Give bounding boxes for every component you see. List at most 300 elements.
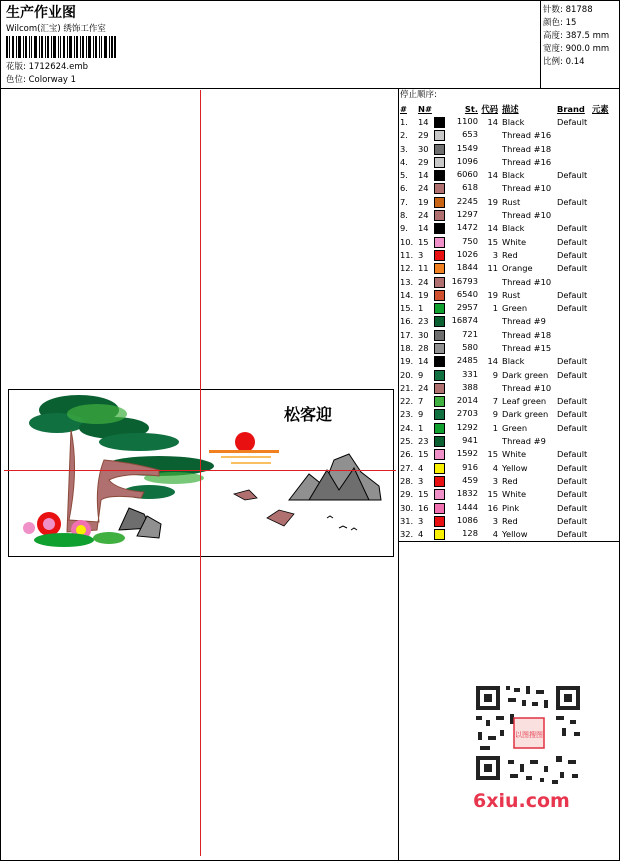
thread-color-swatch — [434, 383, 445, 394]
thread-brand — [557, 315, 592, 328]
thread-row — [400, 528, 616, 541]
thread-index: 13. — [400, 276, 414, 287]
thread-index: 8. — [400, 210, 408, 221]
thread-element — [592, 235, 616, 248]
thread-element — [592, 341, 616, 354]
thread-color-swatch — [434, 356, 445, 367]
thread-color-swatch — [434, 130, 445, 141]
peony-flowers — [23, 512, 125, 547]
thread-color-swatch — [434, 237, 445, 248]
thread-description: Thread #9 — [502, 436, 546, 447]
thread-index: 7. — [400, 196, 408, 207]
thread-row — [400, 142, 616, 155]
thread-description: Rust — [502, 289, 521, 300]
thread-brand: Default — [557, 409, 588, 420]
thread-description: Green — [502, 303, 528, 314]
thread-element — [592, 355, 616, 368]
thread-brand: Default — [557, 369, 588, 380]
thread-row — [400, 501, 616, 514]
thread-row — [400, 368, 616, 381]
thread-description: Red — [502, 249, 518, 260]
thread-row — [400, 262, 616, 275]
thread-code: 9 — [492, 409, 498, 420]
thread-needle: 15 — [418, 449, 429, 460]
thread-description: Orange — [502, 263, 533, 274]
embroidery-design — [9, 390, 393, 556]
thread-needle: 11 — [418, 263, 429, 274]
thread-description: Thread #10 — [502, 210, 552, 221]
thread-stitches: 1096 — [434, 155, 478, 168]
thread-code — [478, 434, 498, 447]
thread-description: Red — [502, 475, 518, 486]
thread-row — [400, 288, 616, 301]
thread-brand: Default — [557, 303, 588, 314]
thread-stitches: 1844 — [434, 262, 478, 275]
thread-color-swatch — [434, 489, 445, 500]
thread-row — [400, 115, 616, 128]
thread-color-swatch — [434, 436, 445, 447]
thread-code: 3 — [492, 515, 498, 526]
thread-brand: Default — [557, 263, 588, 274]
thread-code: 14 — [487, 170, 498, 181]
design-preview — [8, 389, 394, 557]
colorway-label: 色位: Colorway 1 — [6, 75, 77, 85]
stat-height: 高度: 387.5 mm — [543, 31, 610, 41]
thread-needle: 14 — [418, 223, 429, 234]
thread-brand: Default — [557, 515, 588, 526]
thread-element — [592, 528, 616, 541]
watermark-stamp: 以图搜图 — [515, 731, 543, 739]
stat-scale: 比例: 0.14 — [543, 57, 585, 67]
thread-brand: Default — [557, 289, 588, 300]
thread-stitches: 2014 — [434, 395, 478, 408]
thread-stitches: 459 — [434, 474, 478, 487]
thread-index: 11. — [400, 249, 414, 260]
col-description: 描述 — [502, 103, 519, 114]
thread-element — [592, 421, 616, 434]
thread-description: Thread #18 — [502, 329, 552, 340]
thread-brand: Default — [557, 396, 588, 407]
thread-row — [400, 301, 616, 314]
thread-needle: 1 — [418, 422, 424, 433]
thread-needle: 24 — [418, 276, 429, 287]
thread-color-swatch — [434, 170, 445, 181]
thread-index: 31. — [400, 515, 414, 526]
thread-row — [400, 168, 616, 181]
thread-stitches: 16793 — [434, 275, 478, 288]
thread-brand: Default — [557, 196, 588, 207]
thread-code: 16 — [487, 502, 498, 513]
thread-stitches: 750 — [434, 235, 478, 248]
thread-code: 15 — [487, 236, 498, 247]
thread-description: Thread #10 — [502, 183, 552, 194]
thread-color-swatch — [434, 263, 445, 274]
thread-description: Thread #18 — [502, 143, 552, 154]
thread-color-swatch — [434, 423, 445, 434]
thread-needle: 14 — [418, 116, 429, 127]
thread-color-swatch — [434, 290, 445, 301]
thread-row — [400, 328, 616, 341]
thread-element — [592, 168, 616, 181]
thread-code: 14 — [487, 116, 498, 127]
rocks-left — [119, 508, 161, 538]
thread-description: Black — [502, 116, 525, 127]
thread-index: 22. — [400, 396, 414, 407]
thread-code: 7 — [492, 396, 498, 407]
thread-stitches: 6060 — [434, 168, 478, 181]
thread-stitches: 1832 — [434, 488, 478, 501]
thread-element — [592, 142, 616, 155]
thread-index: 18. — [400, 342, 414, 353]
thread-row — [400, 355, 616, 368]
thread-row — [400, 235, 616, 248]
thread-description: Yellow — [502, 462, 528, 473]
thread-element — [592, 248, 616, 261]
thread-description: Black — [502, 170, 525, 181]
col-needle: N# — [418, 103, 432, 114]
thread-table-header — [400, 102, 616, 115]
thread-color-swatch — [434, 463, 445, 474]
thread-row — [400, 448, 616, 461]
thread-stitches: 2245 — [434, 195, 478, 208]
thread-brand: Default — [557, 475, 588, 486]
thread-element — [592, 182, 616, 195]
thread-needle: 3 — [418, 515, 424, 526]
thread-brand: Default — [557, 462, 588, 473]
thread-index: 17. — [400, 329, 414, 340]
thread-brand: Default — [557, 449, 588, 460]
thread-stitches: 580 — [434, 341, 478, 354]
thread-stitches: 618 — [434, 182, 478, 195]
thread-color-swatch — [434, 529, 445, 540]
thread-description: Thread #10 — [502, 382, 552, 393]
thread-code: 14 — [487, 356, 498, 367]
thread-element — [592, 368, 616, 381]
header-divider — [0, 88, 620, 89]
thread-brand: Default — [557, 223, 588, 234]
thread-code: 1 — [492, 422, 498, 433]
thread-color-swatch — [434, 476, 445, 487]
thread-index: 1. — [400, 116, 408, 127]
thread-row — [400, 461, 616, 474]
thread-description: Yellow — [502, 529, 528, 540]
thread-index: 32. — [400, 529, 414, 540]
thread-brand — [557, 328, 592, 341]
thread-stitches: 1549 — [434, 142, 478, 155]
thread-color-swatch — [434, 343, 445, 354]
thread-needle: 9 — [418, 369, 424, 380]
thread-needle: 4 — [418, 462, 424, 473]
thread-index: 23. — [400, 409, 414, 420]
thread-index: 2. — [400, 130, 408, 141]
thread-color-swatch — [434, 210, 445, 221]
thread-color-swatch — [434, 316, 445, 327]
thread-color-swatch — [434, 144, 445, 155]
panel-divider — [398, 88, 399, 860]
thread-element — [592, 434, 616, 447]
stat-stitches: 针数: 81788 — [543, 5, 593, 15]
design-file-label: 花版: 1712624.emb — [6, 62, 89, 72]
thread-color-swatch — [434, 277, 445, 288]
thread-element — [592, 129, 616, 142]
thread-index: 29. — [400, 489, 414, 500]
thread-color-swatch — [434, 409, 445, 420]
thread-code — [478, 275, 498, 288]
thread-needle: 30 — [418, 143, 429, 154]
thread-brand: Default — [557, 489, 588, 500]
thread-code — [478, 341, 498, 354]
thread-code — [478, 208, 498, 221]
thread-element — [592, 222, 616, 235]
thread-stitches: 1444 — [434, 501, 478, 514]
thread-brand — [557, 275, 592, 288]
thread-code — [478, 129, 498, 142]
thread-code: 15 — [487, 489, 498, 500]
thread-brand — [557, 129, 592, 142]
thread-stitches: 16874 — [434, 315, 478, 328]
thread-row — [400, 421, 616, 434]
thread-stitches: 916 — [434, 461, 478, 474]
thread-color-swatch — [434, 330, 445, 341]
thread-row — [400, 514, 616, 527]
thread-description: Leaf green — [502, 396, 547, 407]
thread-row — [400, 488, 616, 501]
thread-stitches: 1297 — [434, 208, 478, 221]
table-bottom-divider — [398, 541, 620, 542]
thread-code: 4 — [492, 529, 498, 540]
thread-index: 28. — [400, 475, 414, 486]
thread-brand: Default — [557, 170, 588, 181]
stats-divider — [540, 0, 541, 88]
thread-color-swatch — [434, 250, 445, 261]
thread-brand — [557, 381, 592, 394]
thread-color-swatch — [434, 197, 445, 208]
thread-index: 26. — [400, 449, 414, 460]
thread-color-swatch — [434, 223, 445, 234]
thread-needle: 7 — [418, 396, 424, 407]
sun-clouds — [209, 432, 279, 464]
thread-needle: 29 — [418, 156, 429, 167]
thread-description: Red — [502, 515, 518, 526]
pine-foliage — [29, 395, 214, 499]
thread-needle: 24 — [418, 183, 429, 194]
thread-needle: 23 — [418, 316, 429, 327]
thread-code: 19 — [487, 289, 498, 300]
stat-colors: 颜色: 15 — [543, 18, 577, 28]
company-name: Wilcom(汇宝) 绣饰工作室 — [6, 24, 106, 34]
thread-needle: 28 — [418, 342, 429, 353]
col-code: 代码 — [481, 103, 498, 114]
thread-brand: Default — [557, 249, 588, 260]
thread-description: Black — [502, 356, 525, 367]
thread-element — [592, 461, 616, 474]
thread-index: 30. — [400, 502, 414, 513]
thread-index: 15. — [400, 303, 414, 314]
thread-row — [400, 381, 616, 394]
thread-index: 24. — [400, 422, 414, 433]
thread-code: 15 — [487, 449, 498, 460]
thread-brand — [557, 208, 592, 221]
thread-element — [592, 328, 616, 341]
thread-index: 3. — [400, 143, 408, 154]
thread-element — [592, 195, 616, 208]
col-stitches: St. — [464, 103, 478, 114]
thread-stitches: 331 — [434, 368, 478, 381]
thread-row — [400, 395, 616, 408]
thread-code: 14 — [487, 223, 498, 234]
thread-description: Thread #15 — [502, 342, 552, 353]
thread-needle: 24 — [418, 382, 429, 393]
thread-color-swatch — [434, 449, 445, 460]
thread-brand — [557, 434, 592, 447]
thread-row — [400, 195, 616, 208]
thread-index: 9. — [400, 223, 408, 234]
design-calligraphy: 松客迎 — [284, 405, 333, 424]
thread-brand — [557, 142, 592, 155]
thread-description: Black — [502, 223, 525, 234]
crosshair-horizontal — [4, 470, 396, 471]
thread-stitches: 1086 — [434, 514, 478, 527]
thread-row — [400, 182, 616, 195]
thread-index: 25. — [400, 436, 414, 447]
thread-brand: Default — [557, 502, 588, 513]
thread-needle: 1 — [418, 303, 424, 314]
thread-row — [400, 248, 616, 261]
thread-element — [592, 115, 616, 128]
thread-stitches: 388 — [434, 381, 478, 394]
thread-stitches: 1100 — [434, 115, 478, 128]
thread-element — [592, 488, 616, 501]
thread-element — [592, 395, 616, 408]
thread-code: 3 — [492, 475, 498, 486]
thread-row — [400, 222, 616, 235]
thread-color-swatch — [434, 396, 445, 407]
thread-color-swatch — [434, 157, 445, 168]
thread-needle: 30 — [418, 329, 429, 340]
thread-element — [592, 155, 616, 168]
thread-brand: Default — [557, 116, 588, 127]
thread-index: 27. — [400, 462, 414, 473]
thread-index: 12. — [400, 263, 414, 274]
thread-description: Thread #9 — [502, 316, 546, 327]
thread-needle: 3 — [418, 249, 424, 260]
thread-color-swatch — [434, 503, 445, 514]
thread-index: 10. — [400, 236, 414, 247]
thread-needle: 19 — [418, 196, 429, 207]
thread-description: Pink — [502, 502, 520, 513]
thread-description: White — [502, 489, 527, 500]
thread-row — [400, 275, 616, 288]
thread-code — [478, 182, 498, 195]
thread-code — [478, 155, 498, 168]
thread-description: Green — [502, 422, 528, 433]
thread-element — [592, 288, 616, 301]
mountains — [289, 454, 381, 500]
thread-stitches: 1472 — [434, 222, 478, 235]
thread-index: 19. — [400, 356, 414, 367]
thread-stitches: 2703 — [434, 408, 478, 421]
thread-row — [400, 315, 616, 328]
thread-row — [400, 474, 616, 487]
thread-stitches: 6540 — [434, 288, 478, 301]
thread-code — [478, 142, 498, 155]
thread-brand: Default — [557, 236, 588, 247]
thread-description: Thread #10 — [502, 276, 552, 287]
thread-needle: 14 — [418, 356, 429, 367]
page-title: 生产作业图 — [6, 5, 76, 21]
thread-stitches: 2485 — [434, 355, 478, 368]
thread-color-swatch — [434, 370, 445, 381]
col-element: 元素 — [592, 103, 609, 114]
thread-index: 21. — [400, 382, 414, 393]
thread-element — [592, 262, 616, 275]
thread-index: 5. — [400, 170, 408, 181]
thread-code: 3 — [492, 249, 498, 260]
thread-index: 14. — [400, 289, 414, 300]
col-brand: Brand — [557, 103, 585, 114]
thread-row — [400, 129, 616, 142]
thread-color-swatch — [434, 516, 445, 527]
stat-width: 宽度: 900.0 mm — [543, 44, 610, 54]
thread-element — [592, 208, 616, 221]
thread-element — [592, 408, 616, 421]
thread-description: Dark green — [502, 369, 549, 380]
thread-row — [400, 208, 616, 221]
thread-needle: 14 — [418, 170, 429, 181]
stop-sequence-title: 停止顺序: — [400, 90, 437, 100]
crosshair-vertical — [200, 90, 201, 856]
thread-brand — [557, 341, 592, 354]
thread-element — [592, 474, 616, 487]
thread-needle: 4 — [418, 529, 424, 540]
thread-needle: 23 — [418, 436, 429, 447]
thread-description: White — [502, 236, 527, 247]
thread-needle: 15 — [418, 236, 429, 247]
thread-brand: Default — [557, 422, 588, 433]
thread-description: Thread #16 — [502, 130, 552, 141]
thread-element — [592, 301, 616, 314]
thread-element — [592, 275, 616, 288]
thread-code: 19 — [487, 196, 498, 207]
thread-needle: 19 — [418, 289, 429, 300]
thread-stitches: 128 — [434, 528, 478, 541]
thread-brand — [557, 182, 592, 195]
thread-stitches: 2957 — [434, 301, 478, 314]
thread-index: 4. — [400, 156, 408, 167]
barcode — [6, 36, 116, 58]
thread-description: Dark green — [502, 409, 549, 420]
thread-stitches: 1592 — [434, 448, 478, 461]
thread-stitches: 941 — [434, 434, 478, 447]
thread-row — [400, 341, 616, 354]
thread-element — [592, 514, 616, 527]
thread-description: Thread #16 — [502, 156, 552, 167]
thread-color-swatch — [434, 183, 445, 194]
thread-code — [478, 315, 498, 328]
thread-code — [478, 381, 498, 394]
thread-code: 11 — [487, 263, 498, 274]
thread-needle: 15 — [418, 489, 429, 500]
thread-description: White — [502, 449, 527, 460]
thread-needle: 29 — [418, 130, 429, 141]
watermark-site: 6xiu.com — [473, 790, 570, 812]
thread-needle: 3 — [418, 475, 424, 486]
thread-element — [592, 501, 616, 514]
thread-code: 1 — [492, 303, 498, 314]
thread-table — [400, 102, 616, 541]
thread-row — [400, 434, 616, 447]
thread-row — [400, 155, 616, 168]
